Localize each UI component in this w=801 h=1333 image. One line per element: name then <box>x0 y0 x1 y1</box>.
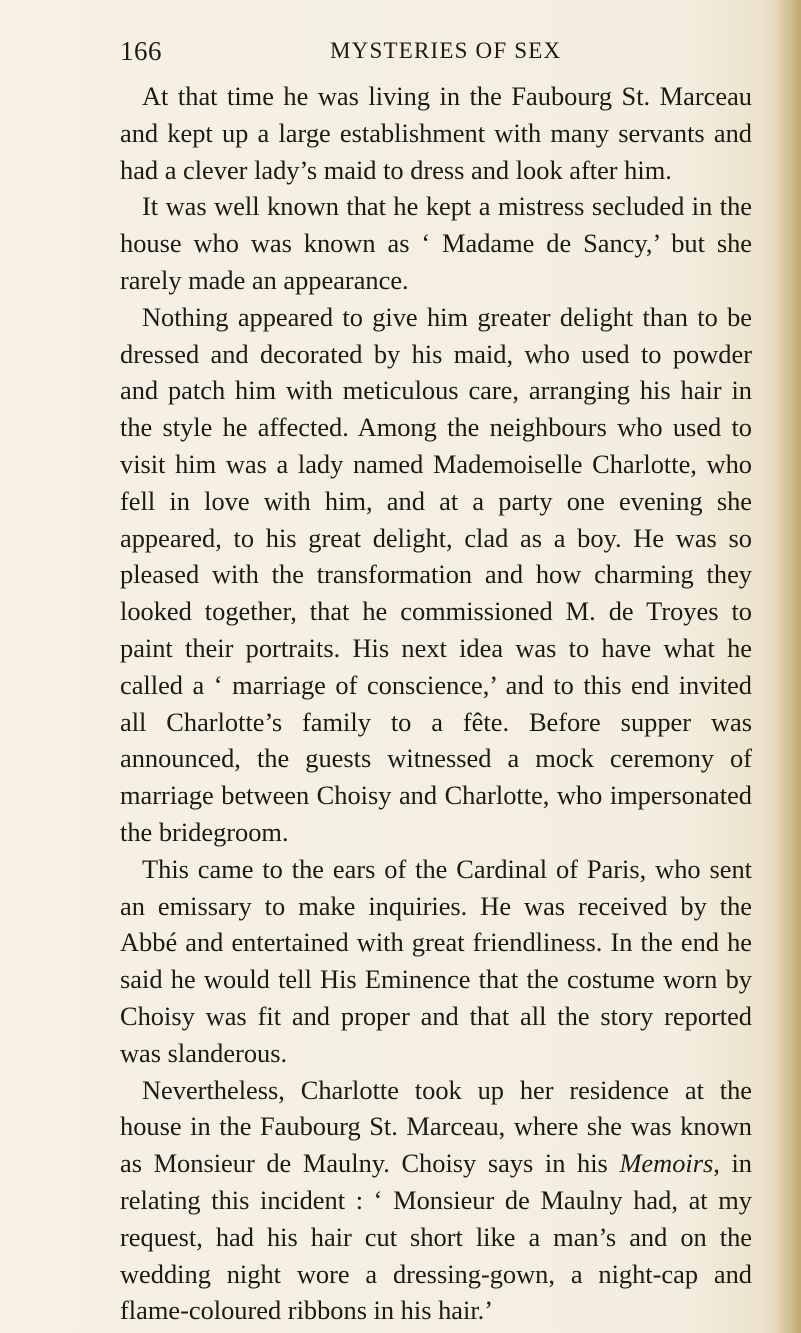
paragraph-1: At that time he was living in the Faubourg St. Marceau and kept up a large establishment with many servants and had a clever lady’s maid to dress and look after him. <box>120 81 752 185</box>
page-header <box>120 36 740 76</box>
page-number: 166 <box>120 36 162 66</box>
body-text <box>120 78 752 1329</box>
paragraph-2: It was well known that he kept a mistress secluded in the house who was known as ‘ Madame de Sancy,’ but she rarely made an appearance. <box>120 191 752 295</box>
paragraph-5-text-b: , in relating this incident : ‘ Monsieur de Maulny had, at my request, had his hair cut short like a man’s and on the wedding night wore a dressing-gown, a night-cap and flame-coloured ribbons in his hair.’ <box>120 1148 752 1326</box>
page-edge-shadow <box>775 0 801 1333</box>
memoirs-title: Memoirs <box>619 1148 714 1179</box>
paragraph-5 <box>120 1072 752 1330</box>
paragraph-4: This came to the ears of the Cardinal of Paris, who sent an emissary to make inquiries. He was received by the Abbé and entertained with great friendliness. In the end he said he would tell His Eminence that the costume worn by Choisy was fit and proper and that all the story reported was slanderous. <box>120 853 752 1068</box>
paragraph-3: Nothing appeared to give him greater delight than to be dressed and decorated by his maid, who used to powder and patch him with meticulous care, arranging his hair in the style he affected. Among the neighbours who used to visit him was a lady named Mademoiselle Charlotte, who fell in love with him, and at a party one evening she appeared, to his great delight, clad as a boy. He was so pleased with the transformation and how charming they looked together, that he commissioned M. de Troyes to paint their portraits. His next idea was to have what he called a ‘ marriage of conscience,’ and to this end invited all Charlotte’s family to a fête. Before supper was announced, the guests witnessed a mock ceremony of marriage between Choisy and Charlotte, who impersonated the bridegroom. <box>120 301 752 847</box>
running-head: MYSTERIES OF SEX <box>330 38 562 63</box>
paragraph-5-text-a: Nevertheless, Charlotte took up her residence at the house in the Faubourg St. Marceau, where she was known as Monsieur de Maulny. Choisy says in his <box>120 1074 752 1179</box>
